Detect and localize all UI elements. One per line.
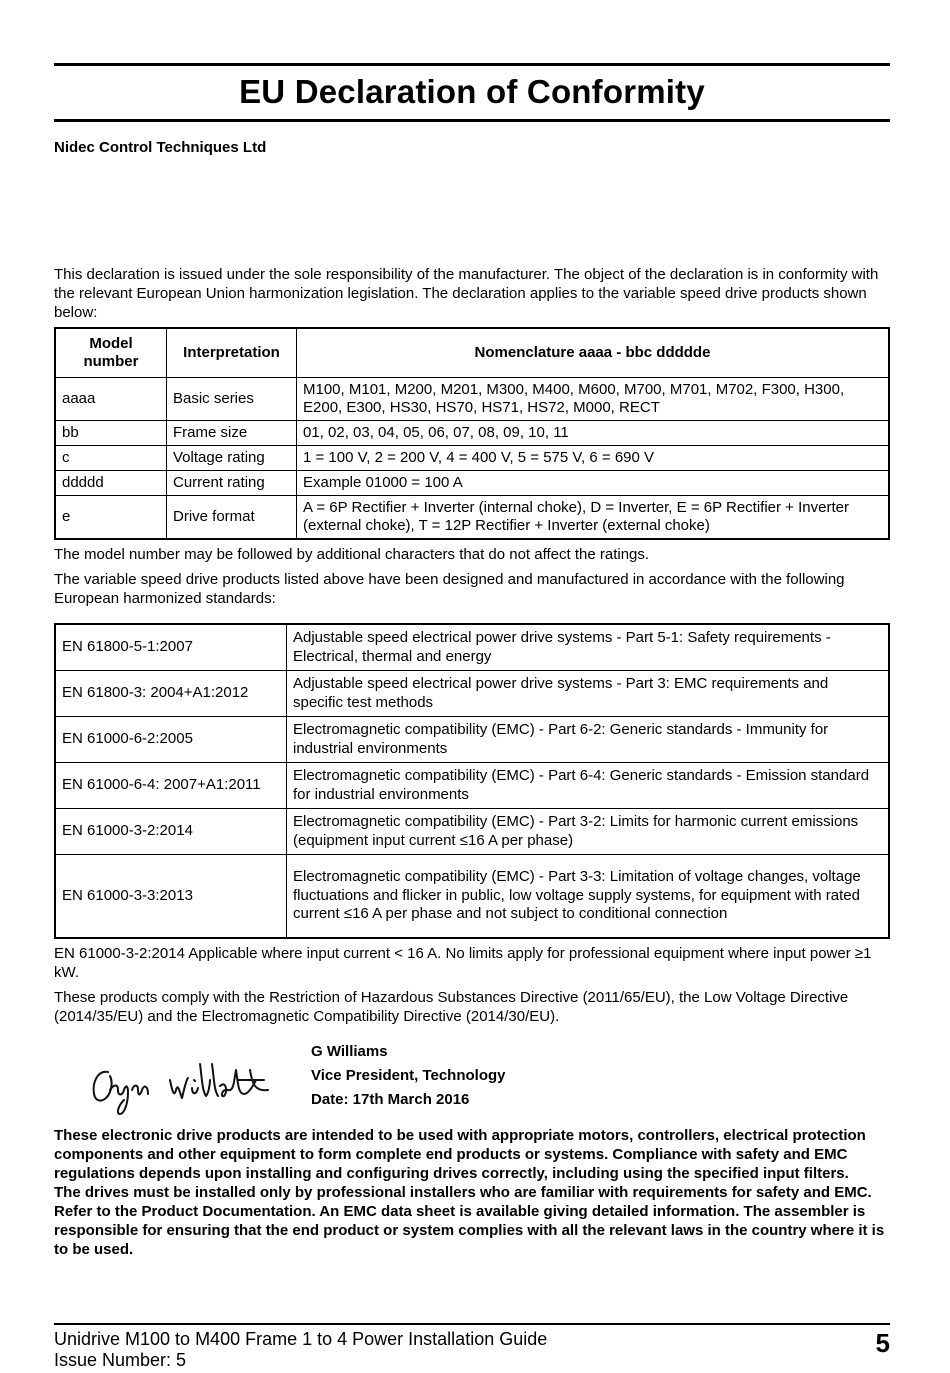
nomenclature-cell: 1 = 100 V, 2 = 200 V, 4 = 400 V, 5 = 575 V, 6 = 690 V xyxy=(297,446,890,471)
standard-description: Adjustable speed electrical power drive systems - Part 5-1: Safety requirements - Electrical, thermal and energy xyxy=(287,624,890,671)
signer-role: Vice President, Technology xyxy=(311,1067,506,1084)
table-row xyxy=(55,809,889,855)
directives-paragraph: These products comply with the Restriction of Hazardous Substances Directive (2011/65/EU), the Low Voltage Directive (2014/35/EU) and the Electromagnetic Compatibility Directive (2014/30/EU). xyxy=(54,989,849,1025)
page-number: 5 xyxy=(875,1328,890,1358)
signature-block xyxy=(54,1040,890,1126)
footer-guide-title: Unidrive M100 to M400 Frame 1 to 4 Power Installation Guide xyxy=(54,1329,548,1349)
signer-details xyxy=(311,1040,506,1112)
standard-description: Electromagnetic compatibility (EMC) - Part 3-2: Limits for harmonic current emissions (equipment input current ≤16 A per phase) xyxy=(287,809,890,855)
standard-description: Electromagnetic compatibility (EMC) - Part 3-3: Limitation of voltage changes, voltage fluctuations and flicker in public, low voltage supply systems, for equipment with rated current ≤16 A per phase and not subject to conditional connection xyxy=(287,855,890,939)
code-cell: c xyxy=(55,446,167,471)
standards-intro: The variable speed drive products listed above have been designed and manufactured in accordance with the following European harmonized standards: xyxy=(54,571,845,607)
handwritten-signature xyxy=(88,1050,278,1116)
header-nomenclature: Nomenclature aaaa - bbc ddddde xyxy=(297,328,890,378)
code-cell: bb xyxy=(55,421,167,446)
table-row xyxy=(55,717,889,763)
document-page xyxy=(54,63,890,1259)
installer-warning: The drives must be installed only by professional installers who are familiar with requirements for safety and EMC. Refer to the Product Documentation. An EMC data sheet is available giving detailed information. The assembler is responsible for ensuring that the end product or system complies with all the relevant laws in the country where it is to be used. xyxy=(54,1184,885,1258)
table-row xyxy=(55,446,889,471)
company-name: Nidec Control Techniques Ltd xyxy=(54,139,267,156)
intro-paragraph: This declaration is issued under the sole responsibility of the manufacturer. The object of the declaration is in conformity with the relevant European Union harmonization legislation. The declaration applies to the variable speed drive products shown below: xyxy=(54,266,879,321)
table-row xyxy=(55,624,889,671)
interpretation-cell: Voltage rating xyxy=(167,446,297,471)
interpretation-cell: Frame size xyxy=(167,421,297,446)
nomenclature-cell: 01, 02, 03, 04, 05, 06, 07, 08, 09, 10, 11 xyxy=(297,421,890,446)
signer-name: G Williams xyxy=(311,1043,388,1060)
model-table xyxy=(54,327,890,540)
table-row xyxy=(55,763,889,809)
page-footer xyxy=(54,1323,890,1371)
header-model-number: Model number xyxy=(55,328,167,378)
table-row xyxy=(55,855,889,939)
standard-code: EN 61000-3-3:2013 xyxy=(55,855,287,939)
code-cell: e xyxy=(55,496,167,540)
code-cell: ddddd xyxy=(55,471,167,496)
nomenclature-cell: A = 6P Rectifier + Inverter (internal choke), D = Inverter, E = 6P Rectifier + Inverter (external choke), T = 12P Rectifier + Inverter (external choke) xyxy=(297,496,890,540)
table-row xyxy=(55,496,889,540)
standard-description: Electromagnetic compatibility (EMC) - Part 6-2: Generic standards - Immunity for industrial environments xyxy=(287,717,890,763)
interpretation-cell: Current rating xyxy=(167,471,297,496)
model-table-header xyxy=(55,328,889,378)
nomenclature-cell: Example 01000 = 100 A xyxy=(297,471,890,496)
standard-description: Adjustable speed electrical power drive systems - Part 3: EMC requirements and specific test methods xyxy=(287,671,890,717)
standards-table xyxy=(54,623,890,939)
nomenclature-cell: M100, M101, M200, M201, M300, M400, M600, M700, M701, M702, F300, H300, E200, E300, HS30, HS70, HS71, HS72, M000, RECT xyxy=(297,378,890,421)
footer-text xyxy=(54,1329,890,1371)
standard-code: EN 61800-3: 2004+A1:2012 xyxy=(55,671,287,717)
table-row xyxy=(55,471,889,496)
model-note: The model number may be followed by additional characters that do not affect the ratings. xyxy=(54,546,650,563)
usage-warning: These electronic drive products are intended to be used with appropriate motors, controllers, electrical protection components and other equipment to form complete end products or systems. Compliance with safety and EMC regulations depends upon installing and configuring drives correctly, including using the specified input filters. xyxy=(54,1127,866,1182)
signature-date: Date: 17th March 2016 xyxy=(311,1091,470,1108)
standard-code: EN 61800-5-1:2007 xyxy=(55,624,287,671)
standard-code: EN 61000-6-4: 2007+A1:2011 xyxy=(55,763,287,809)
header-interpretation: Interpretation xyxy=(167,328,297,378)
interpretation-cell: Basic series xyxy=(167,378,297,421)
footer-issue-number: Issue Number: 5 xyxy=(54,1350,187,1370)
standard-code: EN 61000-6-2:2005 xyxy=(55,717,287,763)
table-row xyxy=(55,421,889,446)
title-rule xyxy=(54,119,890,122)
page-title: EU Declaration of Conformity xyxy=(239,73,705,110)
interpretation-cell: Drive format xyxy=(167,496,297,540)
standard-code: EN 61000-3-2:2014 xyxy=(55,809,287,855)
code-cell: aaaa xyxy=(55,378,167,421)
standard-note: EN 61000-3-2:2014 Applicable where input current < 16 A. No limits apply for professional equipment where input power ≥1 kW. xyxy=(54,945,872,981)
standard-description: Electromagnetic compatibility (EMC) - Part 6-4: Generic standards - Emission standard for industrial environments xyxy=(287,763,890,809)
table-row xyxy=(55,378,889,421)
table-row xyxy=(55,671,889,717)
